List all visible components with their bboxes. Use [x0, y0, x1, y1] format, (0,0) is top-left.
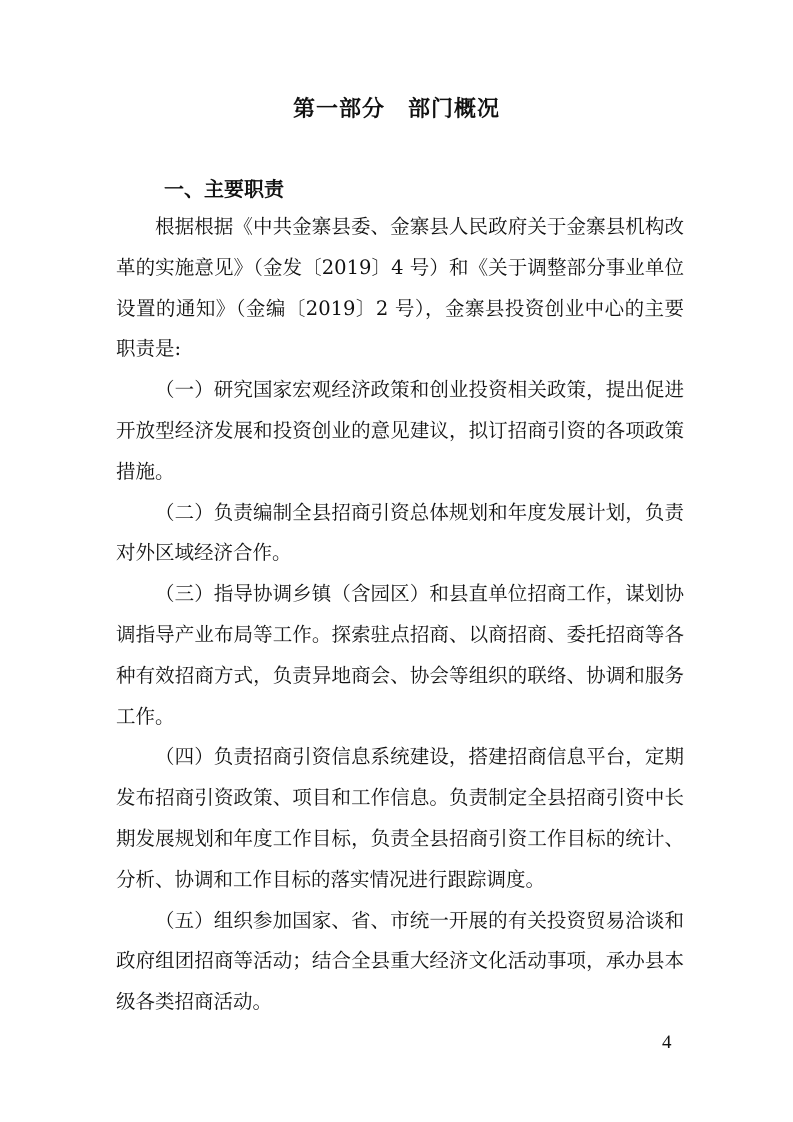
section-heading: 一、主要职责: [164, 177, 284, 201]
document-body: [116, 207, 684, 1023]
paragraph-duty-4: （四）负责招商引资信息系统建设，搭建招商信息平台，定期发布招商引资政策、项目和工作信息。负责制定全县招商引资中长期发展规划和年度工作目标，负责全县招商引资工作目标的统计、分析、协调和工作目标的落实情况进行跟踪调度。: [116, 745, 684, 891]
paragraph-intro: 根据根据《中共金寨县委、金寨县人民政府关于金寨县机构改革的实施意见》（金发〔2019〕4 号）和《关于调整部分事业单位设置的通知》（金编〔2019〕2 号），金寨县投资创业中心的主要职责是:: [116, 215, 684, 361]
page-title: 第一部分 部门概况: [292, 97, 500, 122]
paragraph-duty-2: （二）负责编制全县招商引资总体规划和年度发展计划，负责对外区域经济合作。: [116, 500, 684, 565]
page-number: 4: [662, 1032, 672, 1053]
paragraph-duty-1: （一）研究国家宏观经济政策和创业投资相关政策，提出促进开放型经济发展和投资创业的意见建议，拟订招商引资的各项政策措施。: [116, 378, 684, 483]
paragraph-duty-3: （三）指导协调乡镇（含园区）和县直单位招商工作，谋划协调指导产业布局等工作。探索驻点招商、以商招商、委托招商等各种有效招商方式，负责异地商会、协会等组织的联络、协调和服务工作。: [116, 582, 684, 728]
paragraph-duty-5: （五）组织参加国家、省、市统一开展的有关投资贸易洽谈和政府组团招商等活动；结合全县重大经济文化活动事项，承办县本级各类招商活动。: [116, 908, 684, 1014]
